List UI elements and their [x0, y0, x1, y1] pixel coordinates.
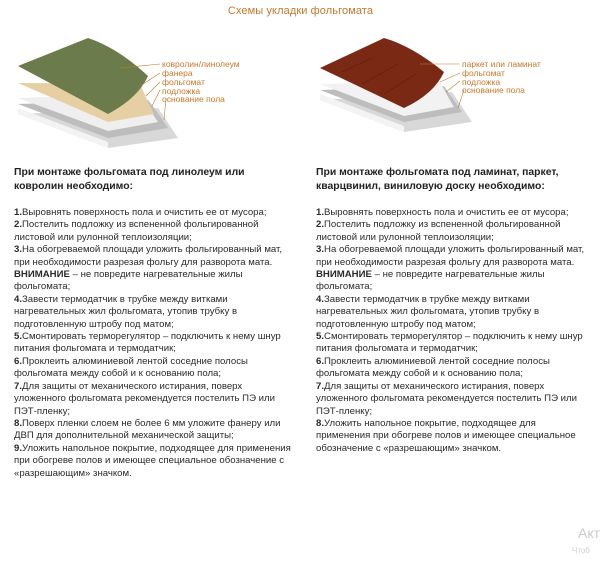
left-layer-diagram	[8, 28, 288, 148]
list-item: 1.Выровнять поверхность пола и очистить ее от мусора;	[316, 207, 569, 218]
layer-label: основание пола	[462, 85, 525, 95]
list-item: 4.Завести термодатчик в трубке между витками нагревательных жил фольгомата, утопив трубку в подготовленную штробу под матом;	[316, 293, 540, 330]
layer-label: основание пола	[162, 94, 225, 104]
warning-note: ВНИМАНИЕ – не повредите нагревательные жилы фольгомата;	[14, 269, 243, 293]
layer-label: фанера	[162, 68, 193, 78]
layer-label: подложка	[162, 86, 201, 96]
right-instructions	[316, 166, 590, 455]
layer-label: подложка	[462, 77, 501, 87]
layer-label: фольгомат	[162, 77, 205, 87]
list-item: 7.Для защиты от механического истирания, поверх уложенного фольгомата рекомендуется постелить ПЭ или ПЭТ-пленку;	[316, 380, 577, 417]
list-item: 8.Уложить напольное покрытие, подходящее для применения при обогреве полов и имеющее специальное обозначение с «разрешающим» значком.	[316, 417, 576, 454]
list-item: 5.Смонтировать терморегулятор – подключить к нему шнур питания фольгомата и термодатчик;	[316, 331, 583, 355]
list-item: 7.Для защиты от механического истирания, поверх уложенного фольгомата рекомендуется постелить ПЭ или ПЭТ-пленку;	[14, 380, 275, 417]
left-instructions	[14, 166, 292, 480]
list-item: 9.Уложить напольное покрытие, подходящее для применения при обогреве полов и имеющее специальное обозначение с «разрешающим» значком.	[14, 442, 291, 479]
list-item: 1.Выровнять поверхность пола и очистить ее от мусора;	[14, 207, 267, 218]
list-item: 2.Постелить подложку из вспененной фольгированной листовой или рулонной теплоизоляции;	[14, 219, 259, 243]
layer-label: паркет или ламинат	[462, 59, 541, 69]
left-heading: При монтаже фольгомата под линолеум или ковролин необходимо:	[14, 167, 245, 192]
layer-label: фольгомат	[462, 68, 505, 78]
list-item: 3.На обогреваемой площади уложить фольгированный мат, при необходимости разрезая фольгу для разворота мата.	[316, 244, 585, 268]
activation-watermark-sub: Чтоб	[572, 546, 590, 555]
page-title: Схемы укладки фольгомата	[227, 5, 374, 17]
right-heading: При монтаже фольгомата под ламинат, паркет, кварцвинил, виниловую доску необходимо:	[316, 167, 559, 192]
list-item: 3.На обогреваемой площади уложить фольгированный мат, при необходимости разрезая фольгу для разворота мата.	[14, 244, 283, 268]
layer-label: ковролин/линолеум	[162, 59, 240, 69]
list-item: 5.Смонтировать терморегулятор – подключить к нему шнур питания фольгомата и термодатчик;	[14, 331, 281, 355]
list-item: 4.Завести термодатчик в трубке между витками нагревательных жил фольгомата, утопив трубку в подготовленную штробу под матом;	[14, 293, 238, 330]
right-layer-diagram	[312, 28, 592, 138]
list-item: 2.Постелить подложку из вспененной фольгированной листовой или рулонной теплоизоляции;	[316, 219, 561, 243]
list-item: 6.Проклеить алюминиевой лентой соседние полосы фольгомата между собой и к основанию пола;	[14, 355, 248, 380]
list-item: 8.Поверх пленки слоем не более 6 мм уложите фанеру или ДВП для дополнительной механической защиты;	[14, 417, 281, 442]
warning-note: ВНИМАНИЕ – не повредите нагревательные жилы фольгомата;	[316, 269, 545, 293]
list-item: 6.Проклеить алюминиевой лентой соседние полосы фольгомата между собой и к основанию пола;	[316, 355, 550, 380]
activation-watermark: Акт	[578, 525, 601, 541]
